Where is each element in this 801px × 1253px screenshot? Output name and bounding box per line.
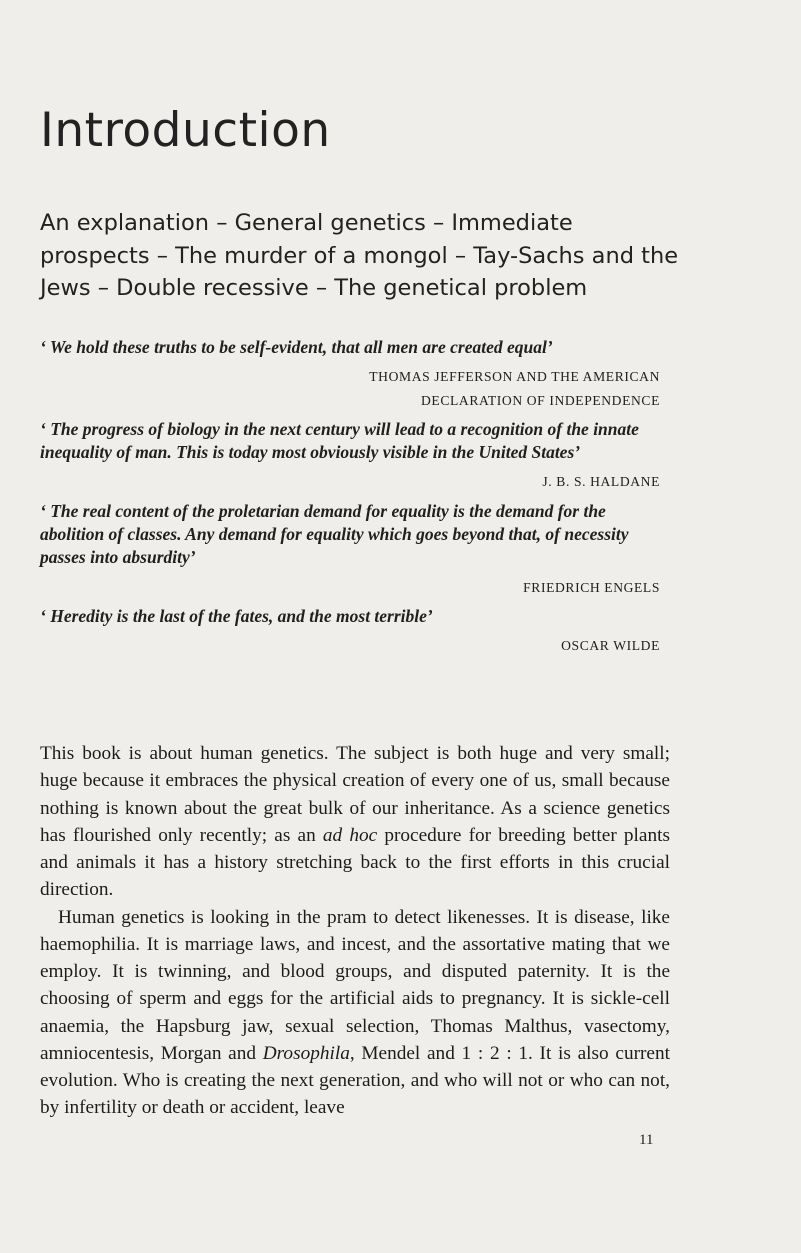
epigraph-quote: ‘ The progress of biology in the next century will lead to a recognition of the innate inequality of man. This is today most obviously visible in the United States’ xyxy=(40,418,639,463)
chapter-title: Introduction xyxy=(40,103,331,158)
body-paragraph xyxy=(40,740,670,904)
body-text xyxy=(40,740,670,1162)
epigraph-jefferson xyxy=(40,336,660,412)
epigraphs xyxy=(40,336,660,658)
chapter-summary: An explanation – General genetics – Immediate prospects – The murder of a mongol – Tay-Sachs and the Jews – Double recessive – The genetical problem xyxy=(40,210,679,301)
epigraph-attribution: OSCAR WILDE xyxy=(561,638,660,654)
text-run: Human genetics is looking in the pram to detect likenesses. It is disease, like haemophilia. It is marriage laws, and incest, and the assortative mating that we employ. It is twinning, and blood groups, and disputed paternity. It is the choosing of sperm and eggs for the artificial aids to pregnancy. It is sickle-cell anaemia, the Hapsburg jaw, sexual selection, Thomas Malthus, vasectomy, amniocentesis, Morgan and xyxy=(40,906,670,1064)
text-run: procedure for breeding better plants and animals it has a history stretching back to the first efforts in this crucial direction. xyxy=(40,824,670,901)
text-run: , Mendel and 1 : 2 : 1. It is also current evolution. Who is creating the next generation, and who will not or who can not, by infertility or death or accident, leave xyxy=(40,1042,670,1119)
page-footer: 11 xyxy=(639,1131,654,1148)
epigraph-engels xyxy=(40,500,660,599)
epigraph-attribution: THOMAS JEFFERSON AND THE AMERICAN xyxy=(369,369,660,385)
text-run-italic: ad hoc xyxy=(322,824,378,846)
epigraph-quote: ‘ Heredity is the last of the fates, and the most terrible’ xyxy=(40,605,433,626)
epigraph-attribution: FRIEDRICH ENGELS xyxy=(523,579,660,595)
epigraph-attribution: DECLARATION OF INDEPENDENCE xyxy=(421,392,660,408)
epigraph-quote: ‘ The real content of the proletarian demand for equality is the demand for the abolition of classes. Any demand for equality which goes beyond that, of necessity passes into absurdity’ xyxy=(40,500,629,568)
epigraph-haldane xyxy=(40,418,660,494)
text-run: This book is about human genetics. The subject is both huge and very small; huge because it embraces the physical creation of every one of us, small because nothing is known about the great bulk of our inheritance. As a science genetics has flourished only recently; as an xyxy=(40,743,670,846)
epigraph-quote: ‘ We hold these truths to be self-evident, that all men are created equal’ xyxy=(40,337,553,357)
body-paragraph xyxy=(40,904,670,1122)
epigraph-attribution: J. B. S. HALDANE xyxy=(542,474,660,490)
text-run-italic: Drosophila xyxy=(262,1042,350,1064)
epigraph-wilde xyxy=(40,605,660,658)
